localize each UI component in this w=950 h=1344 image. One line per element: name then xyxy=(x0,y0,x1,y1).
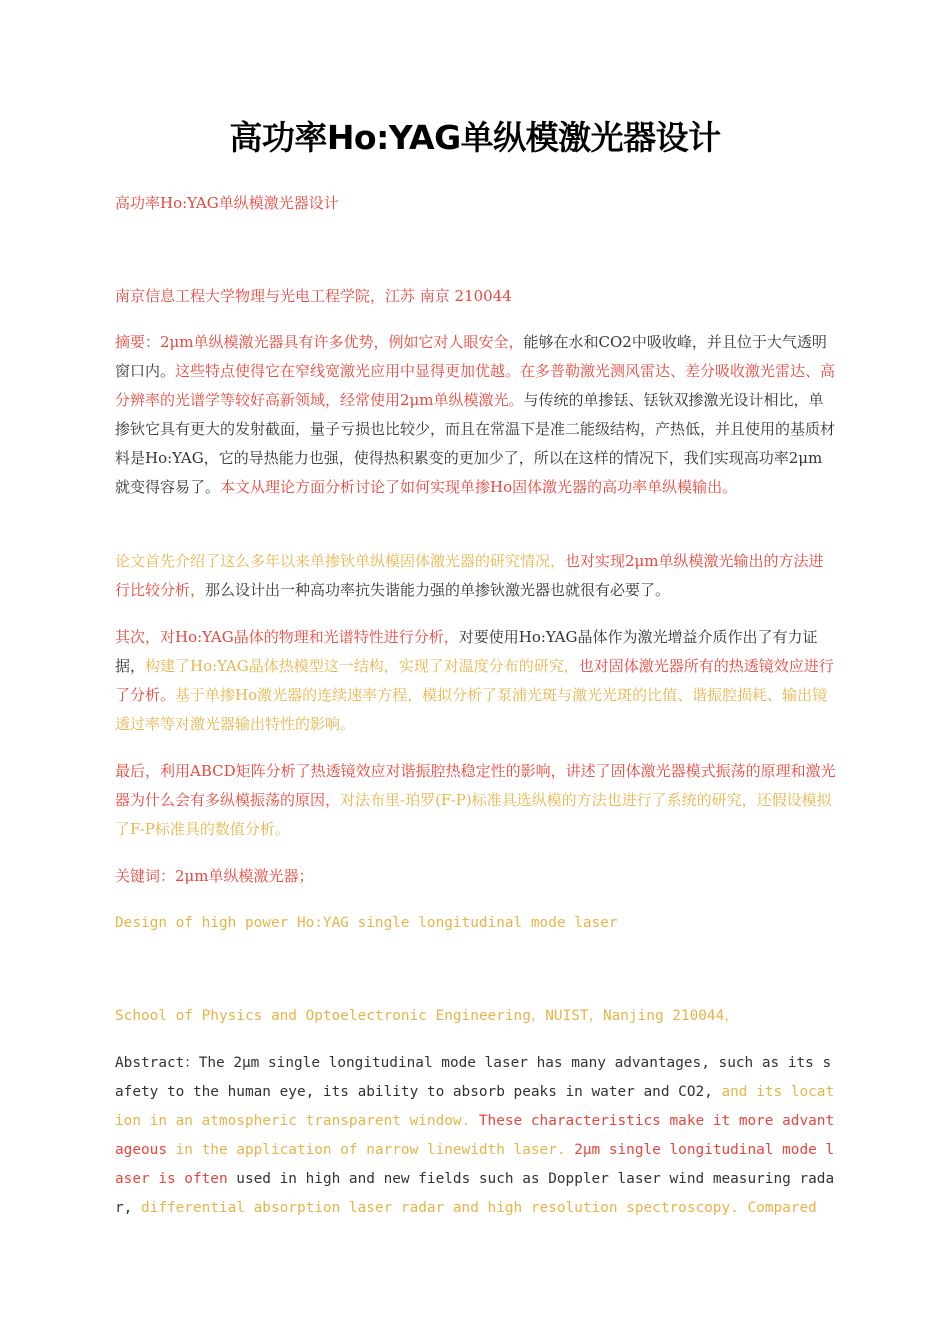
paragraph-segment: 构建了Ho:YAG晶体热模型这一结构，实现了对温度分布的研究， xyxy=(145,657,579,675)
abstract-segment: 这些特点使得它在窄线宽激光应用中显得更加优越。 xyxy=(175,362,521,380)
abstract-segment: 本文从理论方面分析讨论了如何实现单掺Ho固体激光器的高功率单纵模输出。 xyxy=(220,478,738,496)
paragraph-segment: 那么设计出一种高功率抗失谐能力强的单掺钬激光器也就很有必要了。 xyxy=(205,581,671,599)
paragraph-segment: 对法布里-珀罗(F-P)标准具选纵模的方法也进行了系统的研究，还假设模拟了F-P标准具的数值分析。 xyxy=(115,791,832,838)
chinese-abstract xyxy=(115,328,837,502)
paragraph-segment: 对要使用Ho:YAG晶体作为激光增益介质作出了有力证据， xyxy=(115,628,818,675)
abstract-segment: 能够在水和CO2中吸收峰，并且位于大气透明窗口内。 xyxy=(115,333,827,380)
english-abstract-segment: used in high and new fields such as Doppler laser wind measuring radar, xyxy=(115,1171,835,1216)
english-title-line: Design of high power Ho:YAG single longitudinal mode laser xyxy=(115,915,618,931)
abstract-segment: 摘要：2μm单纵模激光器具有许多优势，例如它对人眼安全， xyxy=(115,333,524,351)
paragraph-conclusion xyxy=(115,757,837,844)
english-abstract-segment: and its location in an atmospheric transparent window. xyxy=(115,1084,835,1129)
abstract-segment: 与传统的单掺铥、铥钬双掺激光设计相比，单掺钬它具有更大的发射截面，量子亏损也比较少，而且在常温下是准二能级结构，产热低，并且使用的基质材料是Ho:YAG，它的导热能力也强，使得热积累变的更加少了，所以在这样的情况下，我们实现高功率2μm就变得容易了。 xyxy=(115,391,836,496)
english-abstract-segment: These characteristics make it more advantageous xyxy=(115,1113,835,1158)
abstract-segment: 在多普勒激光测风雷达、差分吸收激光雷达、高分辨率的光谱学等较好高新领域，经常使用2μm单纵模激光。 xyxy=(115,362,836,409)
english-abstract-segment: Abstract：The 2μm single longitudinal mode laser has many advantages, such as its safety to the human eye, its ability to absorb peaks in water and CO2, xyxy=(115,1055,832,1100)
paragraph-segment: 基于单掺Ho激光器的连续速率方程，模拟分析了泵浦光斑与激光光斑的比值、谐振 xyxy=(175,686,723,704)
paragraph-segment: 腔损耗、输出镜透过率等对激光器输出特性的影响。 xyxy=(115,686,828,733)
document-title: 高功率Ho:YAG单纵模激光器设计 xyxy=(229,118,721,157)
paragraph-segment: 也对实现2μm单纵模激光输出的方法进行比较分析， xyxy=(115,552,824,599)
paragraph-introduction xyxy=(115,547,837,605)
paragraph-segment: 最后，利用ABCD矩阵分析了热透镜效应对谐振腔热稳定性的影响，讲述了固体激光器模式振荡的原理和激光器为什么会有多纵模振荡的原因， xyxy=(115,762,836,809)
chinese-title-line: 高功率Ho:YAG单纵模激光器设计 xyxy=(115,194,339,212)
english-abstract-segment: 2μm single longitudinal mode laser is often xyxy=(115,1142,835,1187)
paragraph-segment: 其次，对Ho:YAG晶体的物理和光谱特性进行分析， xyxy=(115,628,459,646)
english-abstract-segment: in the application of narrow linewidth laser. xyxy=(166,1142,566,1158)
paragraph-analysis xyxy=(115,623,837,739)
paragraph-segment: 论文首先介绍了这么多年以来单掺钬单纵模固体激光器的研究情况， xyxy=(115,552,566,570)
english-affiliation: School of Physics and Optoelectronic Engineering，NUIST，Nanjing 210044， xyxy=(115,1008,739,1024)
keywords: 关键词：2μm单纵模激光器； xyxy=(115,867,314,885)
paragraph-segment: 也对固体激光器所有的热透镜效应进行了分析。 xyxy=(115,657,834,704)
english-abstract-segment: differential absorption laser radar and high resolution spectroscopy. Compared xyxy=(132,1200,817,1216)
chinese-affiliation: 南京信息工程大学物理与光电工程学院，江苏 南京 210044 xyxy=(115,287,512,305)
english-abstract xyxy=(115,1049,837,1223)
